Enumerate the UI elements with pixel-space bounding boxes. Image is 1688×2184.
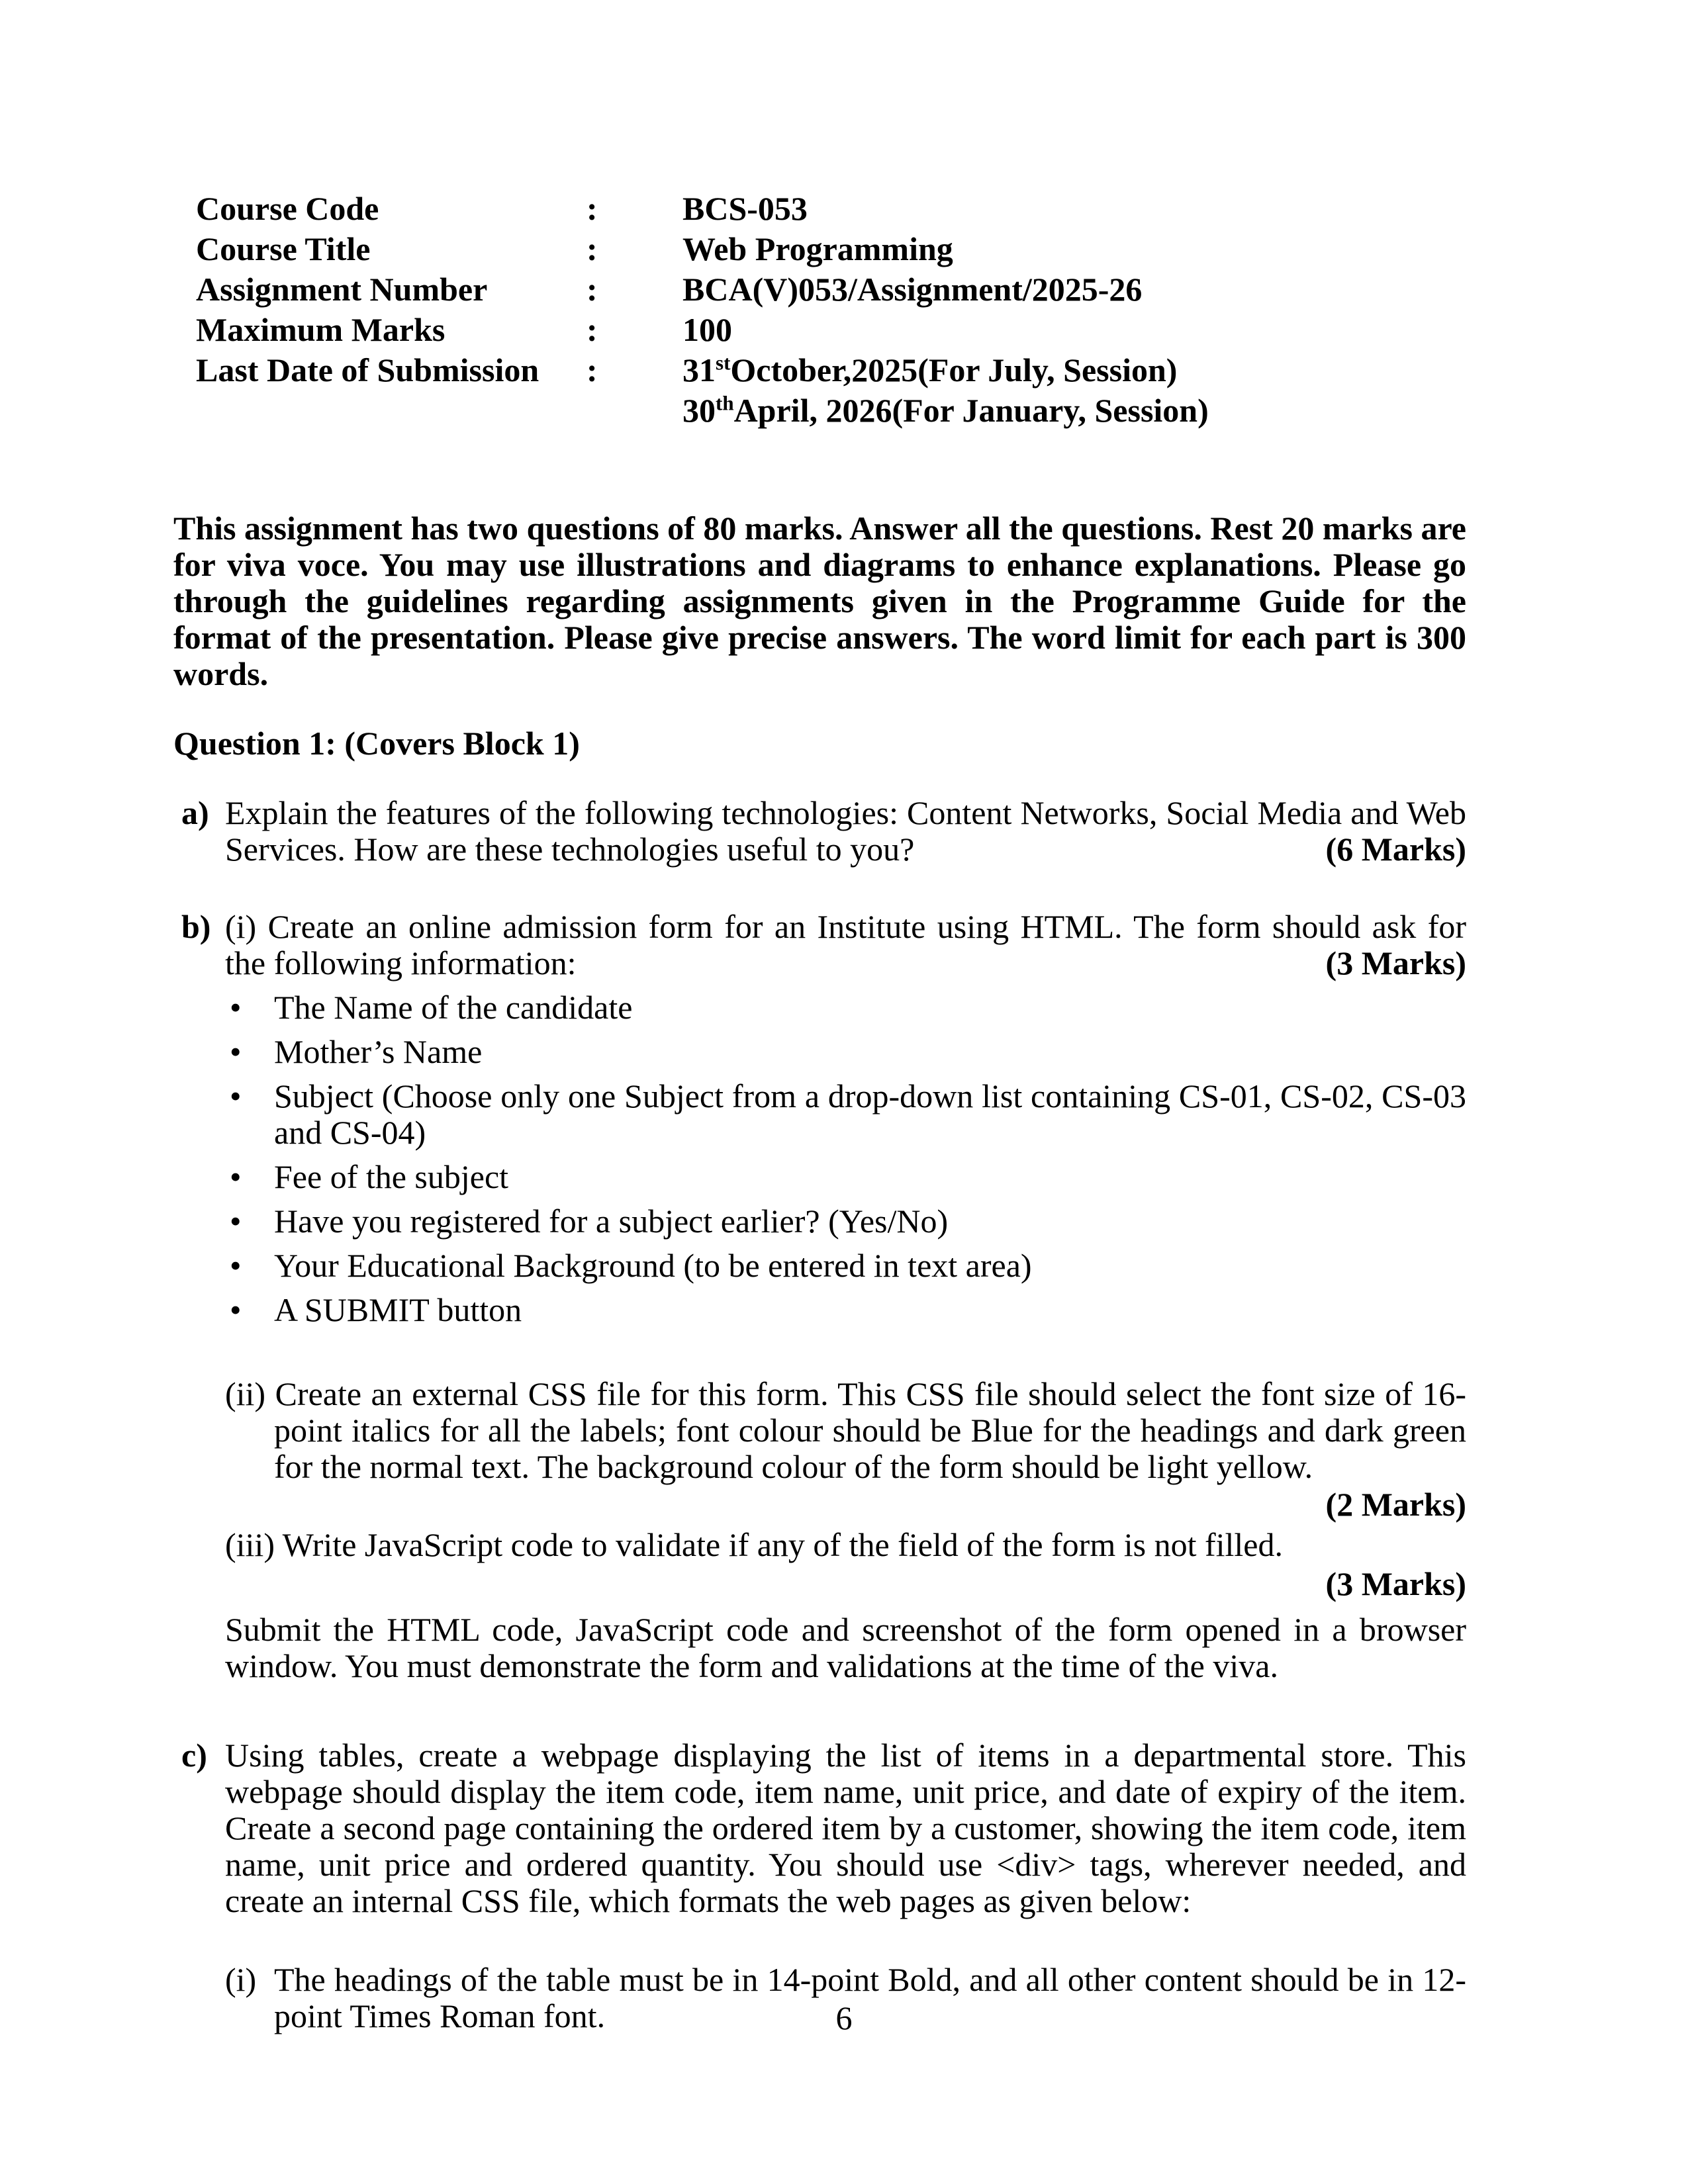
header-label: Course Title — [196, 230, 371, 267]
list-item — [225, 1292, 1466, 1328]
form-fields-list — [225, 989, 1466, 1328]
bullet-icon: • — [230, 989, 242, 1026]
header-colon: : — [586, 271, 598, 308]
bullet-icon: • — [230, 1291, 242, 1328]
item-c-i-label: (i) — [225, 1961, 257, 1998]
header-value — [682, 350, 1466, 390]
list-item — [225, 1159, 1466, 1195]
header-row-last-date — [196, 350, 1466, 390]
header-label: Maximum Marks — [196, 311, 445, 348]
question-item-a — [173, 795, 1466, 868]
header-row-maximum-marks — [196, 310, 1466, 350]
header-label: Course Code — [196, 190, 379, 227]
item-b-label: b) — [181, 908, 211, 945]
question-item-c — [173, 1737, 1466, 2034]
header-label — [196, 390, 586, 431]
bullet-icon: • — [230, 1247, 242, 1284]
list-item-text: Your Educational Background (to be entered in text area) — [274, 1247, 1032, 1284]
question-item-b — [173, 909, 1466, 1684]
header-value: 100 — [682, 311, 732, 348]
bullet-icon: • — [230, 1033, 242, 1070]
marks-b-i: (3 Marks) — [1325, 944, 1466, 981]
list-item — [225, 1078, 1466, 1151]
bullet-icon: • — [230, 1203, 242, 1240]
list-item — [225, 1203, 1466, 1240]
header-value — [682, 390, 1466, 431]
list-item — [225, 1034, 1466, 1070]
header-value: BCA(V)053/Assignment/2025-26 — [682, 271, 1143, 308]
header-row-last-date-2 — [196, 390, 1466, 431]
header-colon: : — [586, 190, 598, 227]
item-c-label: c) — [181, 1737, 207, 1774]
list-item-text: Have you registered for a subject earlier? (Yes/No) — [274, 1203, 949, 1240]
marks-a: (6 Marks) — [1325, 831, 1466, 868]
header-colon: : — [586, 351, 598, 388]
item-b-part-ii: (ii) Create an external CSS file for this form. This CSS file should select the font size of 16-point italics for all the labels; font colour should be Blue for the headings and dark green for the normal text. The background colour of the form should be light yellow. — [225, 1375, 1466, 1485]
assignment-header — [196, 189, 1466, 431]
header-row-course-code — [196, 189, 1466, 229]
item-b-part-iii: (iii) Write JavaScript code to validate if any of the field of the form is not filled. — [225, 1526, 1283, 1563]
marks-b-ii: (2 Marks) — [1325, 1486, 1466, 1523]
list-item-text: Fee of the subject — [274, 1158, 509, 1195]
list-item-text: A SUBMIT button — [274, 1291, 522, 1328]
item-b-part-i — [225, 909, 1466, 981]
list-item — [225, 989, 1466, 1026]
marks-b-iii: (3 Marks) — [1325, 1565, 1466, 1602]
item-a-text: Explain the features of the following technologies: Content Networks, Social Media and Web Services. How are these technologies useful to you? — [225, 794, 1466, 868]
question1-heading: Question 1: (Covers Block 1) — [173, 725, 580, 762]
bullet-icon: • — [230, 1158, 242, 1195]
list-item-text: The Name of the candidate — [274, 989, 633, 1026]
item-b-i-text: (i) Create an online admission form for an Institute using HTML. The form should ask for the following information: — [225, 908, 1466, 981]
page-number: 6 — [835, 1999, 853, 2036]
bullet-icon: • — [230, 1077, 242, 1115]
header-colon — [586, 390, 682, 431]
date-day: 30 — [682, 392, 716, 429]
item-a-label: a) — [181, 794, 209, 831]
header-value: Web Programming — [682, 230, 953, 267]
date-rest: October,2025(For July, Session) — [730, 351, 1178, 388]
header-colon: : — [586, 230, 598, 267]
item-b-submit-note: Submit the HTML code, JavaScript code and screenshot of the form opened in a browser window. You must demonstrate the form and validations at the time of the viva. — [225, 1611, 1466, 1684]
item-c-i-text: The headings of the table must be in 14-point Bold, and all other content should be in 12-point Times Roman font. — [274, 1961, 1466, 2034]
ordinal-suffix: th — [716, 391, 734, 415]
list-item-text: Mother’s Name — [274, 1033, 483, 1070]
header-row-course-title — [196, 229, 1466, 269]
list-item — [225, 1248, 1466, 1284]
header-label: Assignment Number — [196, 271, 488, 308]
item-c-text: Using tables, create a webpage displaying the list of items in a departmental store. This webpage should display the item code, item name, unit price, and date of expiry of the item. Create a second page containing the ordered item by a customer, showing the item code, item name, unit price and ordered quantity. You should use <div> tags, wherever needed, and create an internal CSS file, which formats the web pages as given below: — [225, 1737, 1466, 1919]
header-colon: : — [586, 311, 598, 348]
header-row-assignment-number — [196, 269, 1466, 310]
ordinal-suffix: st — [716, 351, 731, 375]
header-label: Last Date of Submission — [196, 351, 539, 388]
date-rest: April, 2026(For January, Session) — [733, 392, 1209, 429]
header-value: BCS-053 — [682, 190, 808, 227]
list-item-text: Subject (Choose only one Subject from a drop-down list containing CS-01, CS-02, CS-03 and CS-04) — [274, 1077, 1466, 1151]
date-day: 31 — [682, 351, 716, 388]
instructions-paragraph: This assignment has two questions of 80 marks. Answer all the questions. Rest 20 marks are for viva voce. You may use illustrations and diagrams to enhance explanations. Please go through the guidelines regarding assignments given in the Programme Guide for the format of the presentation. Please give precise answers. The word limit for each part is 300 words. — [173, 510, 1466, 692]
